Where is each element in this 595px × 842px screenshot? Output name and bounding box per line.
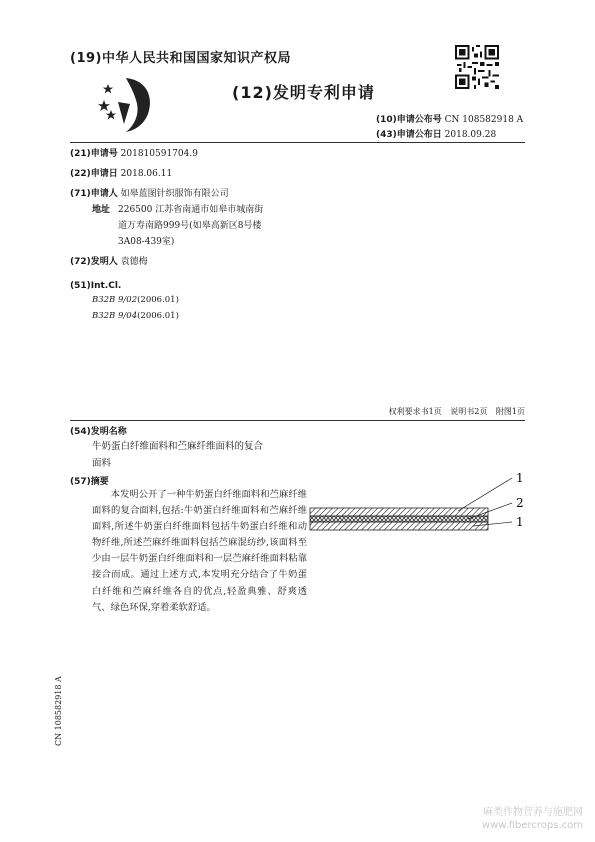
application-number-row: [70, 147, 198, 161]
publication-date-label: (43)申请公布日: [376, 130, 442, 140]
ipc-code: B32B 9/04: [92, 311, 138, 321]
publication-number: CN 108582918 A: [444, 115, 524, 125]
watermark-line-2: www.fibercrops.com: [481, 820, 583, 831]
issuing-office: (19)中华人民共和国国家知识产权局: [70, 51, 291, 66]
filing-date: 2018.06.11: [120, 169, 173, 179]
page-counts: 权利要求书1页 说明书2页 附图1页: [388, 407, 525, 416]
pages-divider: [70, 420, 525, 421]
title-label: (54)发明名称: [70, 427, 127, 437]
header-divider: [70, 142, 525, 143]
document-type: (12)发明专利申请: [232, 83, 375, 102]
invention-title-line-1: 牛奶蛋白纤维面料和苎麻纤维面料的复合: [92, 441, 264, 452]
figure-label: 1: [516, 471, 524, 485]
publication-date: 2018.09.28: [444, 130, 497, 140]
invention-title-line-2: 面料: [92, 458, 112, 469]
emblem-icon: [96, 74, 158, 136]
fabric-layer-figure: [308, 470, 538, 540]
ipc-entry: [92, 311, 179, 321]
fabric-layers: [310, 508, 488, 530]
figure-label: 1: [516, 515, 524, 529]
applicant-row: [70, 187, 229, 201]
application-number: 201810591704.9: [120, 149, 198, 159]
publication-number-label: (10)申请公布号: [376, 115, 442, 125]
publication-number-row: [376, 112, 523, 125]
inventor-label: (72)发明人: [70, 257, 118, 267]
qr-code-icon: [455, 45, 499, 89]
address-line-2: 道万寿南路999号(如皋高新区8号楼: [118, 221, 262, 231]
watermark: [482, 806, 583, 832]
bottom-fabric-layer: [310, 522, 488, 530]
filing-date-label: (22)申请日: [70, 169, 118, 179]
address-line-3: 3A08-439室): [118, 237, 175, 247]
side-publication-code: CN 108582918 A: [54, 676, 63, 746]
applicant: 如皋蓝图针织服饰有限公司: [120, 189, 229, 199]
abstract-label: (57)摘要: [70, 477, 109, 487]
address-label: 地址: [92, 205, 111, 215]
ipc-entry: [92, 295, 179, 305]
inventor: 袁德梅: [120, 257, 148, 267]
abstract-text: 本发明公开了一种牛奶蛋白纤维面料和苎麻纤维面料的复合面料,包括:牛奶蛋白纤维面料和苎麻纤维面料,所述牛奶蛋白纤维面料包括牛奶蛋白纤维和动物纤维,所述苎麻纤维面料包括苎麻混纺纱,该面料至少由一层牛奶蛋白纤维面料和一层苎麻纤维面料粘靠接合而成。通过上述方式,本发明充分结合了牛奶蛋白纤维和苎麻纤维各自的优点,轻盈典雅、舒爽透气、绿色环保,穿着柔软舒适。: [92, 489, 307, 613]
inventor-row: [70, 255, 148, 269]
publication-date-row: [376, 127, 496, 140]
ipc-version: (2006.01): [137, 311, 179, 321]
ipc-label: (51)Int.Cl.: [70, 281, 122, 291]
ipc-version: (2006.01): [137, 295, 179, 305]
application-number-label: (21)申请号: [70, 149, 118, 159]
applicant-label: (71)申请人: [70, 189, 118, 199]
ipc-code: B32B 9/02: [92, 295, 138, 305]
middle-fabric-layer: [310, 516, 488, 522]
watermark-line-1: 麻类作物营养与施肥网: [483, 807, 583, 818]
figure-label: 2: [516, 496, 524, 510]
address-line-1: 226500 江苏省南通市如皋市城南街: [118, 205, 264, 215]
filing-date-row: [70, 167, 172, 181]
